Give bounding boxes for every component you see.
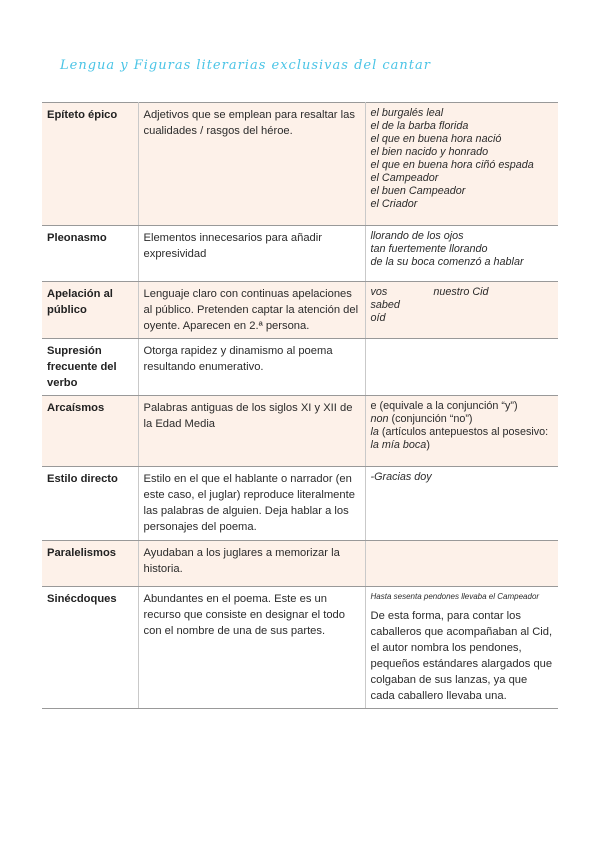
examples-cell [365,339,558,396]
example-explanation: De esta forma, para contar los caballeros que acompañaban al Cid, el autor nombra los pendones, pequeños estándares alargados que colgaban de sus lanzas, ya que cada caballero llevaba una. [370,610,553,702]
example-line: llorando de los ojos [370,230,464,242]
definition-cell: Lenguaje claro con continuas apelaciones al público. Pretenden captar la atención del oyente. Aparecen en 2.ª persona. [138,282,365,339]
definition-cell: Elementos innecesarios para añadir expresividad [138,226,365,282]
example-line: de la su boca comenzó a hablar [370,256,524,268]
example-word: la [370,426,379,438]
examples-cell [365,103,558,226]
example-word: e [370,400,377,412]
example-line: el de la barba florida [370,120,469,132]
term-cell: Pleonasmo [42,226,138,282]
example-line: tan fuertemente llorando [370,243,488,255]
table-row [42,282,558,339]
example-line: el que en buena hora nació [370,133,502,145]
examples-cell [365,541,558,587]
term-cell: Arcaísmos [42,396,138,467]
table-row [42,541,558,587]
example-line: sabed [370,299,400,311]
example-note: (artículos antepuestos al posesivo: [378,426,549,438]
example-quote: Hasta sesenta pendones llevaba el Campeador [370,592,540,601]
table-row [42,396,558,467]
example-note: (equivale a la conjunción “y”) [376,400,518,412]
definition-cell: Estilo en el que el hablante o narrador (en este caso, el juglar) reproduce literalmente las palabras de alguien. Deja hablar a los personajes del poema. [138,467,365,541]
examples-cell [365,467,558,541]
example-line: el buen Campeador [370,185,466,197]
example-word: vos [370,286,388,298]
term-cell: Supresión frecuente del verbo [42,339,138,396]
example-line [371,413,554,426]
page-title: Lengua y Figuras literarias exclusivas del cantar [60,58,431,73]
example-line: el burgalés leal [370,107,444,119]
example-line [371,400,554,413]
term-cell: Paralelismos [42,541,138,587]
table-row [42,339,558,396]
example-note: ) [426,439,430,451]
examples-cell [365,226,558,282]
definition-cell: Adjetivos que se emplean para resaltar las cualidades / rasgos del héroe. [138,103,365,226]
example-line: el Campeador [370,172,439,184]
figures-table [42,102,558,709]
term-cell: Apelación al público [42,282,138,339]
examples-cell [365,587,558,709]
examples-cell [365,396,558,467]
table-row [42,226,558,282]
example-line: -Gracias doy [370,471,432,483]
example-line: el que en buena hora ciñó espada [370,159,534,171]
table-row [42,103,558,226]
example-line: oíd [370,312,386,324]
term-cell: Epíteto épico [42,103,138,226]
example-word: la mía boca [370,439,427,451]
definition-cell: Abundantes en el poema. Este es un recurso que consiste en designar el todo con el nombre de una de sus partes. [138,587,365,709]
example-word: non [370,413,389,425]
example-word: nuestro Cid [433,286,489,298]
table-row [42,587,558,709]
example-line [371,286,554,299]
term-cell: Sinécdoques [42,587,138,709]
table-row [42,467,558,541]
term-cell: Estilo directo [42,467,138,541]
example-line: el Criador [370,198,418,210]
examples-cell [365,282,558,339]
definition-cell: Ayudaban a los juglares a memorizar la historia. [138,541,365,587]
example-line [371,426,554,452]
example-line: el bien nacido y honrado [370,146,489,158]
definition-cell: Palabras antiguas de los siglos XI y XII de la Edad Media [138,396,365,467]
definition-cell: Otorga rapidez y dinamismo al poema resultando enumerativo. [138,339,365,396]
example-note: (conjunción “no”) [388,413,473,425]
